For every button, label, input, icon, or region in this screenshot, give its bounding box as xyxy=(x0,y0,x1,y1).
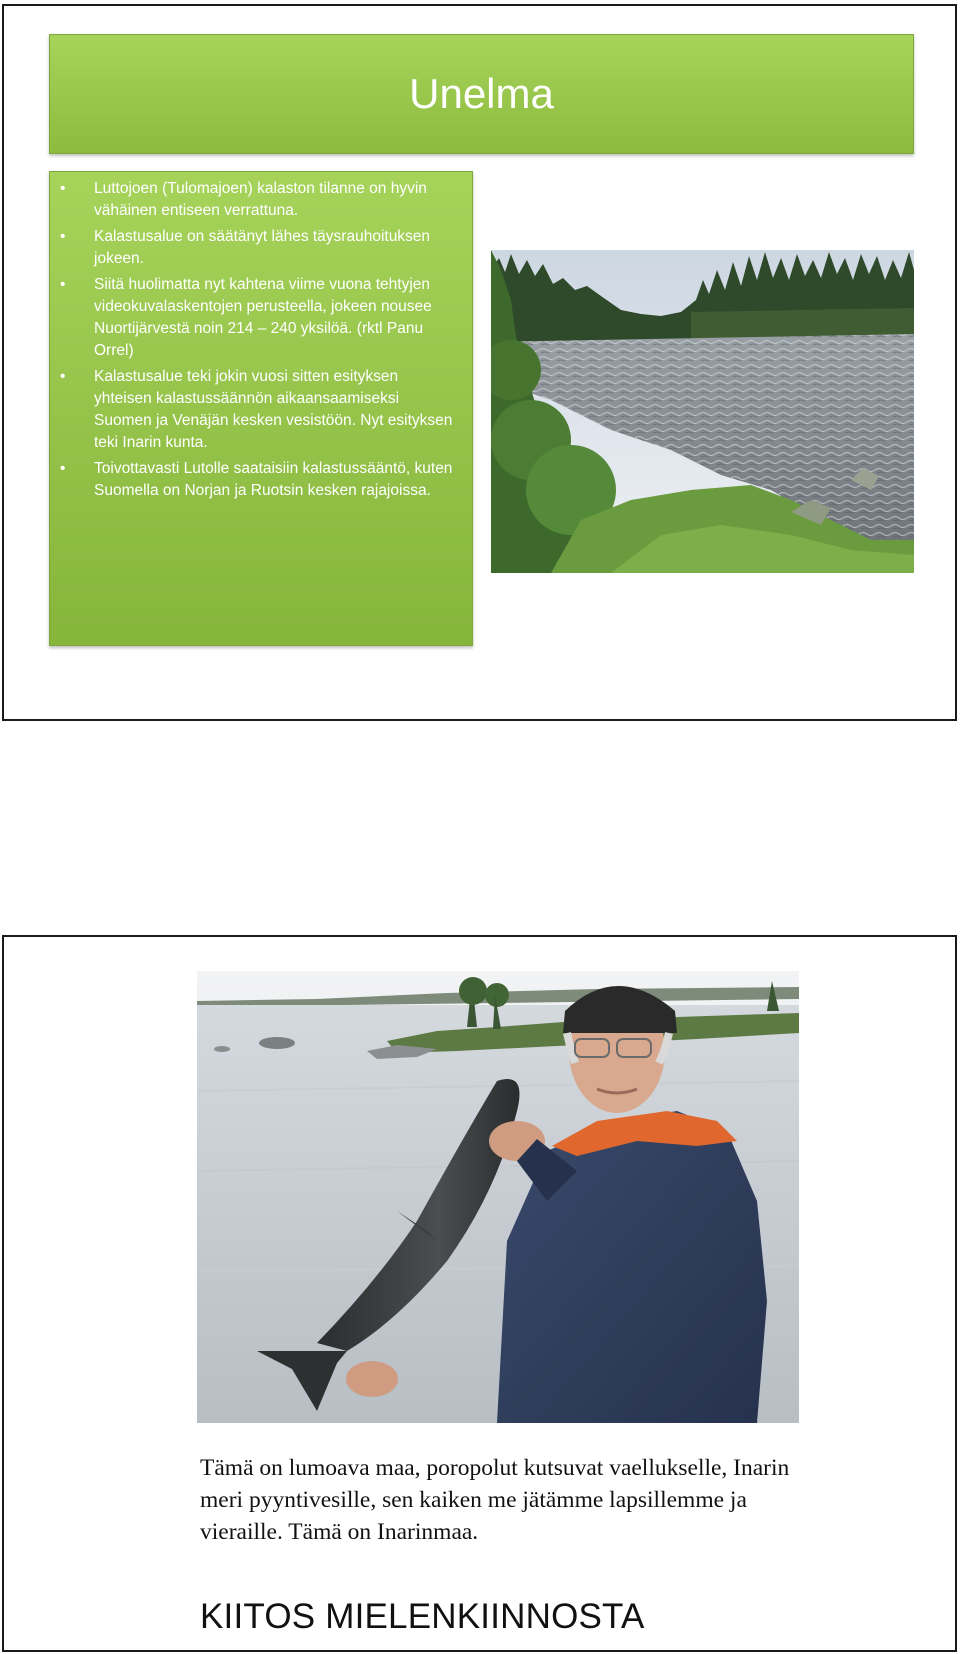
slide-unelma xyxy=(2,4,957,721)
bullet-text: Kalastusalue on säätänyt lähes täysrauhoituksen jokeen. xyxy=(94,228,431,267)
bullet-list xyxy=(50,172,472,502)
slide-kiitos xyxy=(2,935,957,1652)
slide-title: Unelma xyxy=(409,70,554,117)
bullet-text: Kalastusalue teki jokin vuosi sitten esityksen yhteisen kalastussäännön aikaansaamiseksi Suomen ja Venäjän kesken vesistöön. Nyt esityksen teki Inarin kunta. xyxy=(94,368,453,451)
river-rapids-photo xyxy=(491,250,914,573)
bullet-icon: • xyxy=(60,228,66,245)
title-bar xyxy=(49,34,914,154)
bullet-icon: • xyxy=(60,276,66,293)
closing-caption: Tämä on lumoava maa, poropolut kutsuvat vaellukselle, Inarin meri pyyntivesille, sen kaiken me jätämme lapsillemme ja vieraille. Tämä on Inarinmaa. xyxy=(200,1455,790,1545)
bullet-item xyxy=(60,458,460,502)
fisherman-with-salmon-photo xyxy=(197,971,799,1423)
bullet-text: Siitä huolimatta nyt kahtena viime vuona tehtyjen videokuvalaskentojen perusteella, jokeen nousee Nuortijärvestä noin 214 – 240 yksilöä. (rktl Panu Orrel) xyxy=(94,276,432,359)
bullet-item xyxy=(60,178,460,222)
bullet-icon: • xyxy=(60,368,66,385)
bullet-icon: • xyxy=(60,460,66,477)
bullet-text: Toivottavasti Lutolle saataisiin kalastussääntö, kuten Suomella on Norjan ja Ruotsin kesken rajajoissa. xyxy=(94,460,453,499)
bullet-item xyxy=(60,226,460,270)
bullet-icon: • xyxy=(60,180,66,197)
thanks-heading: KIITOS MIELENKIINNOSTA xyxy=(200,1597,645,1636)
bullet-text-box xyxy=(49,171,473,646)
bullet-item xyxy=(60,366,460,454)
bullet-item xyxy=(60,274,460,362)
bullet-text: Luttojoen (Tulomajoen) kalaston tilanne on hyvin vähäinen entiseen verrattuna. xyxy=(94,180,427,219)
